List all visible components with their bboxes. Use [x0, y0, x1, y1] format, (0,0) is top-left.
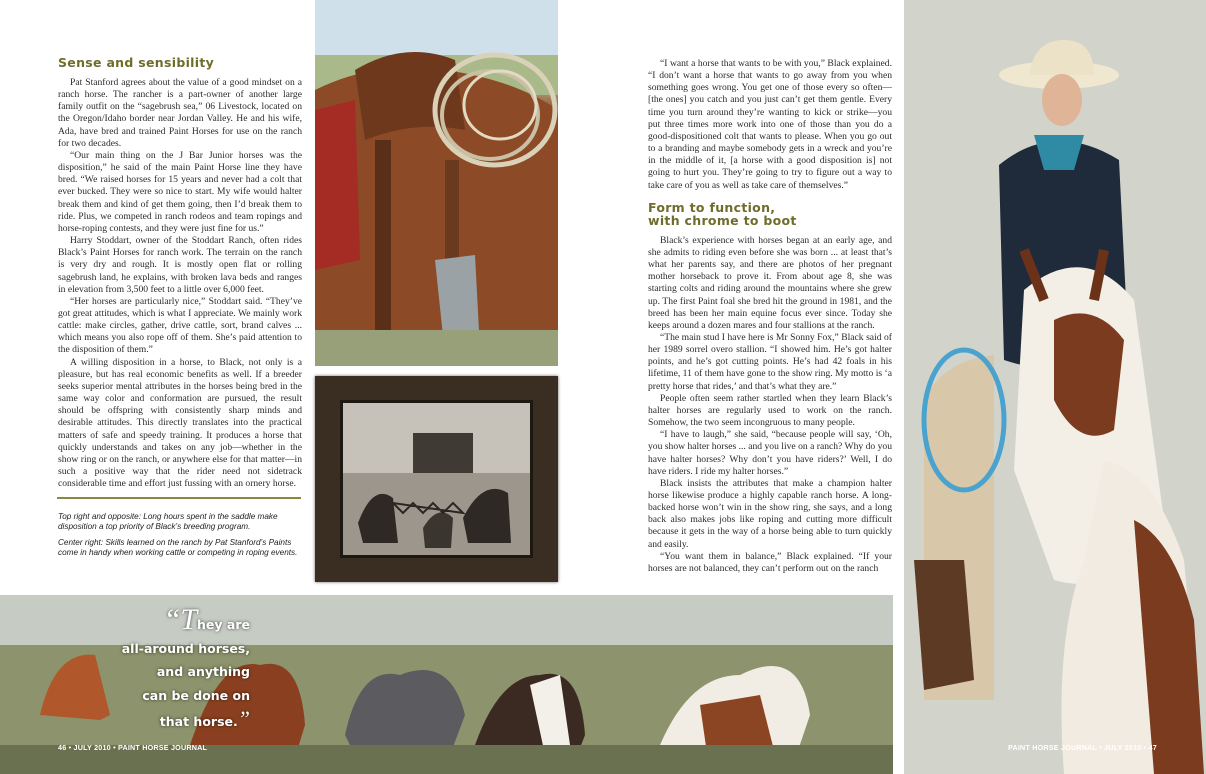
saddle-photo: [315, 0, 558, 366]
folio-left: 46 • JULY 2010 • PAINT HORSE JOURNAL: [58, 743, 208, 752]
body-paragraph: “Our main thing on the J Bar Junior horses was the disposition,” he said of the main Paint Horse line they have bred. “We raised horses for 15 years and never had a colt that ever bucked. They were so nice to start. My wife would halter break them and kind of get them going, then I’d break them to ride. Plus, we competed in ranch rodeos and team ropings and horse-roping contests, and they were just fine for us.”: [58, 149, 302, 234]
right-column: [648, 58, 892, 575]
rider-illustration: [904, 0, 1206, 774]
open-quote-dropcap: “T: [163, 603, 198, 636]
pull-quote-line-5: that horse.”: [159, 706, 250, 731]
roping-scene-illustration: [343, 403, 530, 555]
heading-line-1: Form to function,: [648, 199, 776, 215]
rider-on-paint-horse-photo: [904, 0, 1206, 774]
body-paragraph: Pat Stanford agrees about the value of a good mindset on a ranch horse. The rancher is a part-owner of another large family outfit on the “sagebrush sea,” 06 Livestock, located on the Oregon/Idaho border near Jordan Valley. He and his wife, Ada, have bred and trained Paint Horses for use on the ranch for two decades.: [58, 77, 302, 149]
body-paragraph: A willing disposition in a horse, to Black, not only is a pleasure, but has real economic benefits as well. If a breeder seeks superior mental attributes in the horses being bred in the same way color and conformation are pursued, the result should be offspring with consistently sharp minds and desirable attitudes. This directly translates into the practical matters of safe and speedy training. It produces a horse that quickly understands and takes on any job—whether in the show ring or on the ranch, or anywhere else for that matter—in such a positive way that the rider need not sidetrack considerable time and effort just fussing with an ornery horse.: [58, 356, 302, 490]
photo-caption-top-right: Top right and opposite: Long hours spent in the saddle make disposition a top priority of Black’s breeding program.: [58, 512, 278, 532]
framed-photo: [315, 376, 558, 582]
body-paragraph: “You want them in balance,” Black explained. “If your horses are not balanced, they can’t perform out on the ranch: [648, 550, 892, 574]
pull-quote-line-3: and anything: [156, 664, 250, 679]
pull-quote-line-4: can be done on: [142, 687, 250, 703]
pull-quote-line-1: “They are: [163, 603, 250, 636]
body-paragraph: Black insists the attributes that make a champion halter horse likewise produce a highly capable ranch horse. A long-backed horse won’t win in the show ring, she says, and a long back also makes jobs like roping and cutting more difficult because it gets in the way of a horse being able to turn quickly and easily.: [648, 477, 892, 550]
section-heading-form-to-function: [648, 201, 892, 227]
body-paragraph: Black’s experience with horses began at an early age, and she admits to riding even before she was born ... at least that’s what her parents say, and there are photos of her pregnant mother horseback to prove it. From about age 8, she was starting colts and riding around the mountains where she grew up. The first Paint foal she bred hit the ground in 1981, and the breed has been her main equine focus ever since. Today she keeps around a dozen mares and four stallions at the ranch.: [648, 234, 892, 331]
heading-line-2: with chrome to boot: [648, 212, 797, 228]
pull-quote: [100, 603, 250, 734]
body-paragraph: People often seem rather startled when they learn Black’s halter horses are regularly used to work on the ranch. Somehow, the two seem incongruous to many people.: [648, 392, 892, 429]
body-paragraph: “I want a horse that wants to be with you,” Black explained. “I don’t want a horse that wants to go away from you when something goes wrong. You get one of those every so often—[the ones] you catch and you just can’t get them gentle. Every time you turn around they’re wanting to kick or strike—you put three times more work into one of those than you do a good-dispositioned colt that wants to please. When you go out to a branding and maybe somebody gets in a wreck and you’re in the middle of it, [a horse with a good disposition is] not going to hurt you. They’re going to try to figure out a way to take care of you as well as take care of themselves.”: [648, 58, 892, 191]
saddle-illustration: [315, 0, 558, 366]
framed-photo-image: [340, 400, 533, 558]
photo-caption-center-right: Center right: Skills learned on the ranch by Pat Stanford’s Paints come in handy when working cattle or competing in roping events.: [58, 538, 298, 558]
pull-quote-line-2: all-around horses,: [121, 640, 250, 656]
section-heading-sense: Sense and sensibility: [58, 55, 215, 70]
body-paragraph: Harry Stoddart, owner of the Stoddart Ranch, often rides Black’s Paint Horses for ranch work. The terrain on the ranch is very dry and rough. It is mostly open flat or rolling sagebrush land, he explains, with broken lava beds and ranges in elevation from 3,500 feet to a little over 6,000 feet.: [58, 235, 302, 295]
body-paragraph: “I have to laugh,” she said, “because people will say, ‘Oh, you show halter horses ... and you live on a ranch? Why do you have halter horses? Why don’t you have riders?’ Well, I do have riders. I ride my halter horses.”: [648, 429, 892, 477]
folio-right: PAINT HORSE JOURNAL • JULY 2010 • 47: [1008, 743, 1157, 752]
caption-divider: [57, 497, 301, 499]
left-column: [58, 56, 302, 490]
body-paragraph: “The main stud I have here is Mr Sonny Fox,” Black said of her 1989 sorrel overo stallion. “I showed him. He’s got halter points, and he’s got cutting points. He’s had 42 foals in his lifetime, 11 of them have gone to the show ring. My motto is ‘a pretty horse that rides,’ and that’s what they are.”: [648, 331, 892, 392]
close-quote-mark: ”: [237, 706, 250, 731]
body-paragraph: “Her horses are particularly nice,” Stoddart said. “They’ve got great attitudes, which is what I appreciate. We mainly work cattle: make circles, gather, drive cattle, sort, brand calves ... which means you also rope off of them. She’s paid attention to the disposition of them.”: [58, 295, 302, 356]
